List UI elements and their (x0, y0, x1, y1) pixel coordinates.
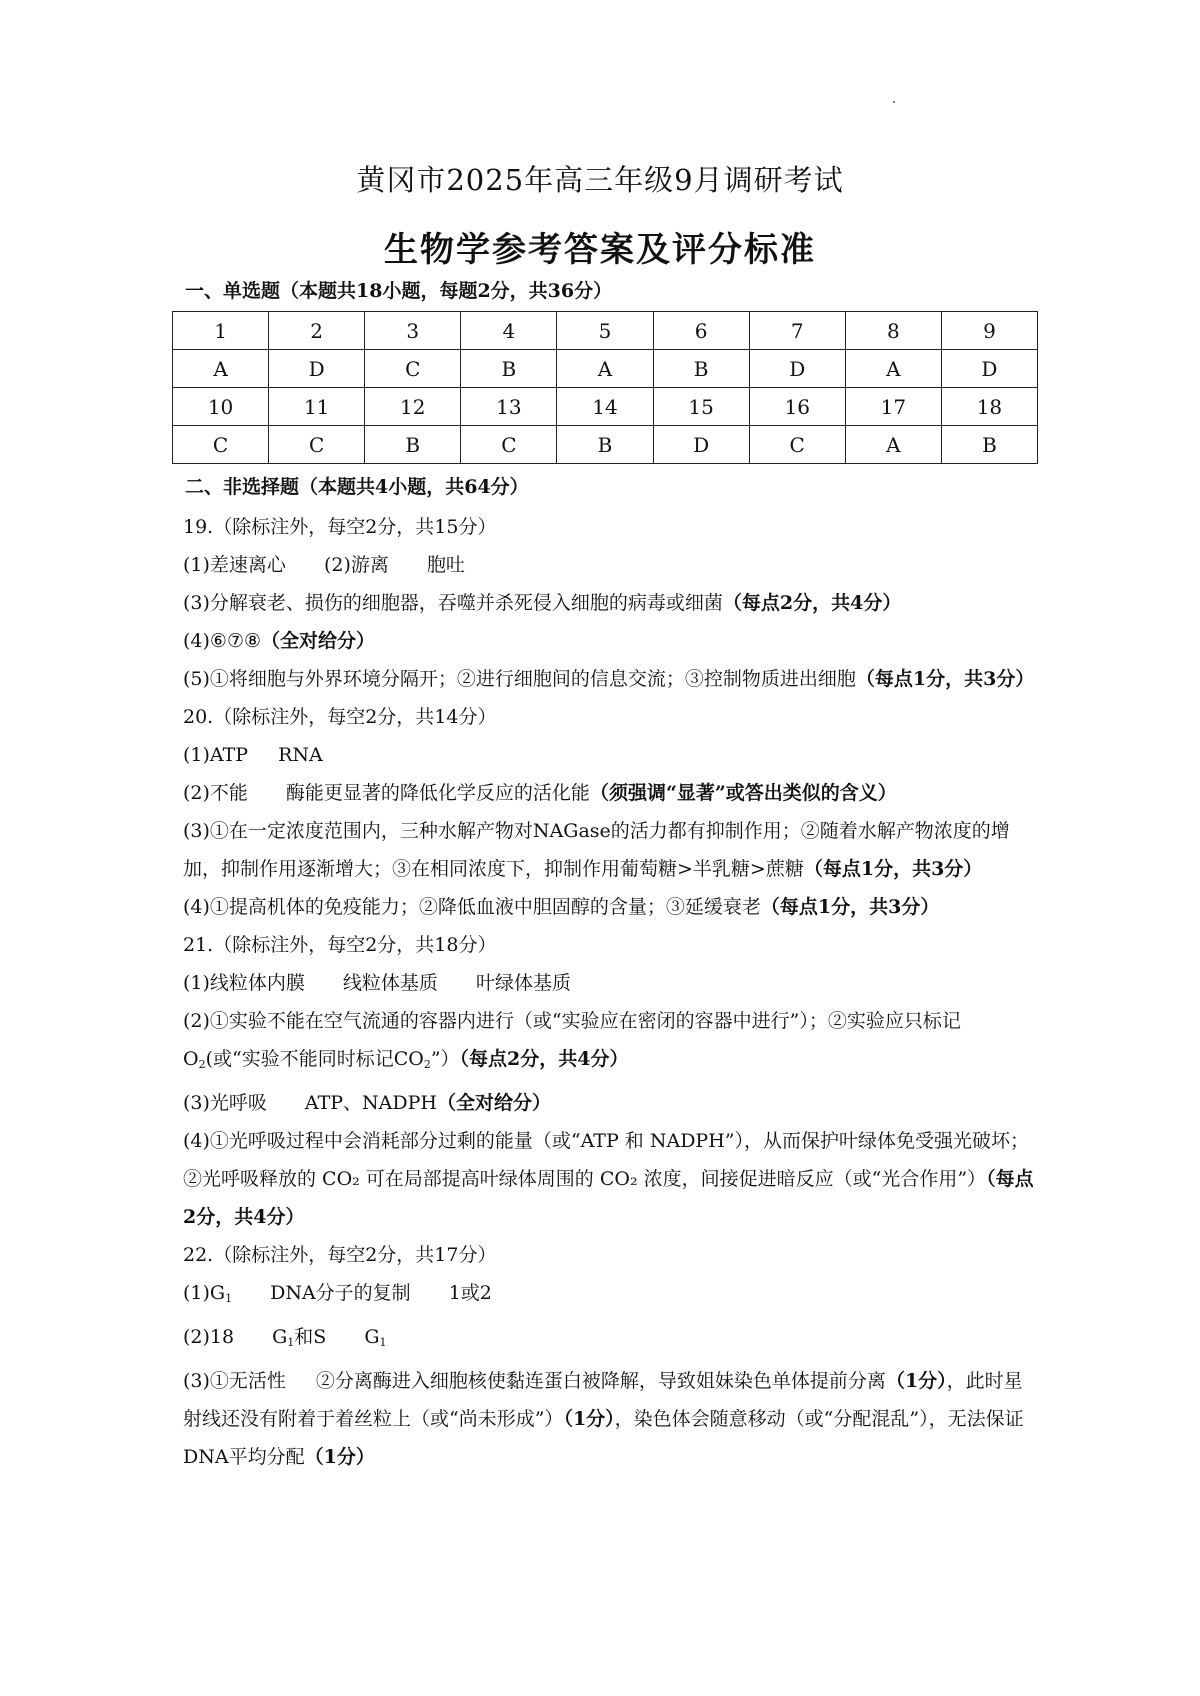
table-cell: 4 (461, 312, 557, 350)
table-cell: C (173, 426, 269, 464)
q22-part2 (183, 1318, 1035, 1362)
answer-text: (2)①实验不能在空气流通的容器内进行（或“实验应在密闭的容器中进行”）；②实验应只标记O (183, 1010, 961, 1070)
q20-part1 (183, 736, 1035, 774)
answer-text: 叶绿体基质 (475, 972, 571, 994)
table-cell: 15 (653, 388, 749, 426)
table-row-question-numbers (173, 312, 1038, 350)
q19-heading: 19.（除标注外，每空2分，共15分） (183, 516, 497, 538)
answer-text: (4)①提高机体的免疫能力；②降低血液中胆固醇的含量；③延缓衰老 (183, 896, 761, 918)
answer-text: (4)⑥⑦⑧ (183, 630, 262, 652)
q21-part1 (183, 964, 1035, 1002)
scoring-note: （1分） (304, 1446, 375, 1468)
q21-part3 (183, 1084, 1035, 1122)
table-cell: 11 (269, 388, 365, 426)
table-cell: C (749, 426, 845, 464)
answer-text: (3)分解衰老、损伤的细胞器，吞噬并杀死侵入细胞的病毒或细菌 (183, 592, 723, 614)
q19-part3 (183, 584, 1035, 622)
section2-heading: 二、非选择题（本题共4小题，共64分） (185, 476, 529, 498)
table-cell: 16 (749, 388, 845, 426)
table-cell: 1 (173, 312, 269, 350)
table-cell: A (557, 350, 653, 388)
q20-part3 (183, 812, 1035, 888)
answer-text: 线粒体基质 (342, 972, 438, 994)
table-cell: A (173, 350, 269, 388)
q22-part1 (183, 1274, 1035, 1318)
subscript: 1 (225, 1292, 233, 1305)
q19-part5 (183, 660, 1035, 698)
answer-text: ，此时星射线还没有附着于着丝粒上（或“尚未形成”） (183, 1370, 1023, 1430)
subscript: 1 (287, 1336, 295, 1349)
q21-heading: 21.（除标注外，每空2分，共18分） (183, 934, 497, 956)
table-cell: C (269, 426, 365, 464)
table-cell: 10 (173, 388, 269, 426)
answer-text: ，染色体会随意移动（或“分配混乱”），无法保证DNA平均分配 (183, 1408, 1024, 1468)
answer-table (172, 311, 1038, 464)
scoring-note: （每点2分，共4分） (183, 1168, 1034, 1228)
answer-text: DNA分子的复制 (270, 1282, 411, 1304)
table-cell: 14 (557, 388, 653, 426)
answer-text: (3)光呼吸 (183, 1092, 267, 1114)
exam-title: 黄冈市2025年高三年级9月调研考试 (356, 163, 844, 197)
scoring-note: （须强调“显著”或答出类似的含义） (589, 782, 897, 804)
table-cell: B (365, 426, 461, 464)
table-cell: 17 (845, 388, 941, 426)
answer-text: (2)18 (183, 1326, 235, 1348)
answer-key-title: 生物学参考答案及评分标准 (384, 230, 816, 270)
scoring-note: （每点1分，共3分） (803, 858, 983, 880)
table-cell: B (557, 426, 653, 464)
table-cell: 2 (269, 312, 365, 350)
table-cell: 7 (749, 312, 845, 350)
scoring-note: （每点1分，共3分） (855, 668, 1035, 690)
answer-text: (4)①光呼吸过程中会消耗部分过剩的能量（或“ATP 和 NADPH”），从而保护叶绿体免受强光破坏；②光呼吸释放的 CO₂ 可在局部提高叶绿体周围的 CO₂ 浓度，间接促进暗反应（或“光合作用”） (183, 1130, 1029, 1190)
answer-text: ATP、NADPH (304, 1092, 437, 1114)
answer-text: G (272, 1326, 288, 1348)
answer-text: (2)不能 (183, 782, 248, 804)
q20-heading: 20.（除标注外，每空2分，共14分） (183, 706, 497, 728)
table-cell: D (653, 426, 749, 464)
scoring-note: （每点2分，共4分） (459, 1048, 629, 1070)
scoring-note: （1分） (885, 1370, 947, 1392)
subscript: 2 (423, 1058, 431, 1071)
scoring-note: （1分） (563, 1408, 615, 1430)
answer-text: 胞吐 (426, 554, 465, 576)
table-row-question-numbers (173, 388, 1038, 426)
q20-part2 (183, 774, 1035, 812)
table-cell: A (845, 426, 941, 464)
answer-text: 酶能更显著的降低化学反应的活化能 (285, 782, 590, 804)
answer-text: (3)①在一定浓度范围内，三种水解产物对NAGase的活力都有抑制作用；②随着水解产物浓度的增加，抑制作用逐渐增大；③在相同浓度下，抑制作用葡萄糖>半乳糖>蔗糖 (183, 820, 1010, 880)
answer-text: 和S (294, 1326, 327, 1348)
section1-heading: 一、单选题（本题共18小题，每题2分，共36分） (185, 280, 613, 302)
table-cell: A (845, 350, 941, 388)
answer-text: (2)游离 (323, 554, 389, 576)
answer-text: (1)线粒体内膜 (183, 972, 305, 994)
table-cell: B (653, 350, 749, 388)
table-cell: D (749, 350, 845, 388)
answer-text: (1)G (183, 1282, 226, 1304)
table-cell: 13 (461, 388, 557, 426)
q21-part2 (183, 1002, 1035, 1084)
answer-text: ②分离酶进入细胞核使黏连蛋白被降解，导致姐妹染色单体提前分离 (315, 1370, 886, 1392)
table-cell: D (269, 350, 365, 388)
scoring-note: （全对给分） (261, 630, 376, 652)
answer-text: (或“实验不能同时标记CO (205, 1048, 424, 1070)
table-cell: 6 (653, 312, 749, 350)
table-cell: 8 (845, 312, 941, 350)
scoring-note: （每点1分，共3分） (760, 896, 940, 918)
table-cell: 18 (941, 388, 1037, 426)
scoring-note: （全对给分） (437, 1092, 552, 1114)
answer-content (183, 508, 1035, 1476)
q21-part4 (183, 1122, 1035, 1236)
answer-text: 差速离心 (209, 554, 286, 576)
table-cell: 5 (557, 312, 653, 350)
table-cell: C (461, 426, 557, 464)
part-number: (1) (183, 554, 210, 576)
table-row-answers (173, 426, 1038, 464)
q19-part4 (183, 622, 1035, 660)
answer-text: (3)①无活性 (183, 1370, 286, 1392)
answer-text: ”） (430, 1048, 460, 1070)
answer-text: (5)①将细胞与外界环境分隔开；②进行细胞间的信息交流；③控制物质进出细胞 (183, 668, 856, 690)
table-row-answers (173, 350, 1038, 388)
table-cell: 9 (941, 312, 1037, 350)
q20-part4 (183, 888, 1035, 926)
q19-part1 (183, 546, 1035, 584)
table-cell: D (941, 350, 1037, 388)
subscript: 2 (198, 1058, 206, 1071)
table-cell: B (941, 426, 1037, 464)
scan-speck (893, 101, 895, 103)
answer-text: 1或2 (448, 1282, 492, 1304)
table-cell: B (461, 350, 557, 388)
answer-text: G (364, 1326, 380, 1348)
q22-heading: 22.（除标注外，每空2分，共17分） (183, 1244, 497, 1266)
scoring-note: （每点2分，共4分） (722, 592, 902, 614)
answer-text: (1)ATP (183, 744, 249, 766)
q22-part3 (183, 1362, 1035, 1476)
answer-text: RNA (278, 744, 323, 766)
table-cell: 3 (365, 312, 461, 350)
subscript: 1 (379, 1336, 387, 1349)
table-cell: 12 (365, 388, 461, 426)
table-cell: C (365, 350, 461, 388)
